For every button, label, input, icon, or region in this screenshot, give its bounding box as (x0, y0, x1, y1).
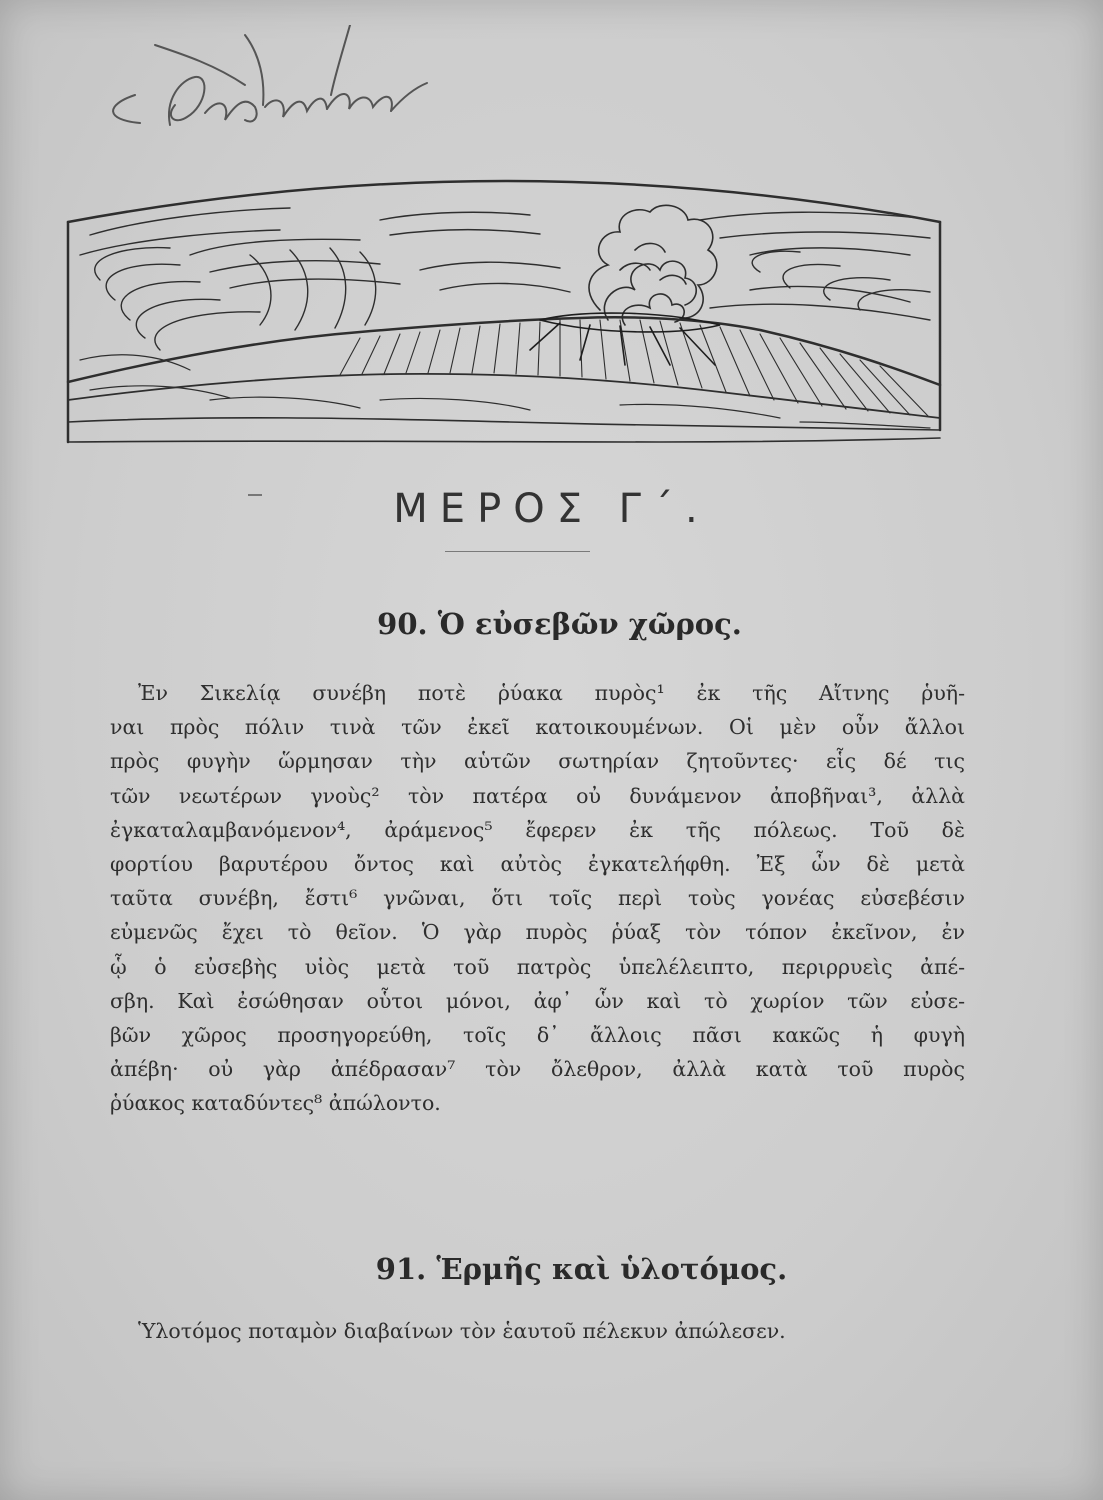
text-line: Ἐν Σικελίᾳ συνέβη ποτὲ ῥύακα πυρὸς¹ ἐκ τῆς Αἴτνης ῥυῆ- (138, 681, 965, 705)
part-title: ΜΕΡΟΣ Γ΄. (393, 486, 710, 532)
section-91-text (110, 1314, 965, 1348)
text-line: ταῦτα συνέβη, ἔστι⁶ γνῶναι, ὅτι τοῖς περὶ τοὺς γονέας εὐσεβέσιν (110, 886, 965, 911)
signature-text: Θ. Γιαλάπιων (95, 25, 102, 26)
text-line: ναι πρὸς πόλιν τινὰ τῶν ἐκεῖ κατοικουμένων. Οἱ μὲν οὖν ἄλλοι (110, 715, 965, 740)
text-line: ἀπέβη· οὐ γὰρ ἀπέδρασαν⁷ τὸν ὄλεθρον, ἀλλὰ κατὰ τοῦ πυρὸς (110, 1057, 965, 1082)
text-line: τῶν νεωτέρων γνοὺς² τὸν πατέρα οὐ δυνάμενον ἀποβῆναι³, ἀλλὰ (110, 783, 965, 808)
text-line: σβη. Καὶ ἐσώθησαν οὗτοι μόνοι, ἀφ᾿ ὧν καὶ τὸ χωρίον τῶν εὐσε- (110, 988, 965, 1013)
text-line: βῶν χῶρος προσηγορεύθη, τοῖς δ᾿ ἄλλοις πᾶσι κακῶς ἡ φυγὴ (110, 1022, 965, 1047)
section-90-text (110, 676, 965, 1120)
section-90-title: 90. Ὁ εὐσεβῶν χῶρος. (377, 607, 742, 641)
text-line: φορτίου βαρυτέρου ὄντος καὶ αὐτὸς ἐγκατελήφθη. Ἐξ ὧν δὲ μετὰ (110, 851, 965, 876)
text-line: ῥύακος καταδύντες⁸ ἀπώλοντο. (110, 1091, 441, 1116)
title-divider (445, 551, 590, 552)
section-91-title: 91. Ἑρμῆς καὶ ὑλοτόμος. (375, 1252, 788, 1286)
volcano-eruption-illustration (60, 160, 955, 450)
text-line: ἐγκαταλαμβανόμενον⁴, ἀράμενος⁵ ἔφερεν ἐκ τῆς πόλεως. Τοῦ δὲ (110, 817, 965, 842)
text-line: πρὸς φυγὴν ὥρμησαν τὴν αὑτῶν σωτηρίαν ζητοῦντες· εἷς δέ τις (110, 749, 965, 774)
text-line: εὐμενῶς ἔχει τὸ θεῖον. Ὁ γὰρ πυρὸς ῥύαξ τὸν τόπον ἐκεῖνον, ἐν (110, 920, 965, 945)
text-line: Ὑλοτόμος ποταμὸν διαβαίνων τὸν ἑαυτοῦ πέλεκυν ἀπώλεσεν. (138, 1319, 786, 1343)
handwritten-signature (95, 25, 435, 155)
text-line: ᾧ ὁ εὐσεβὴς υἱὸς μετὰ τοῦ πατρὸς ὑπελέλειπτο, περιρρυεὶς ἀπέ- (110, 954, 965, 979)
